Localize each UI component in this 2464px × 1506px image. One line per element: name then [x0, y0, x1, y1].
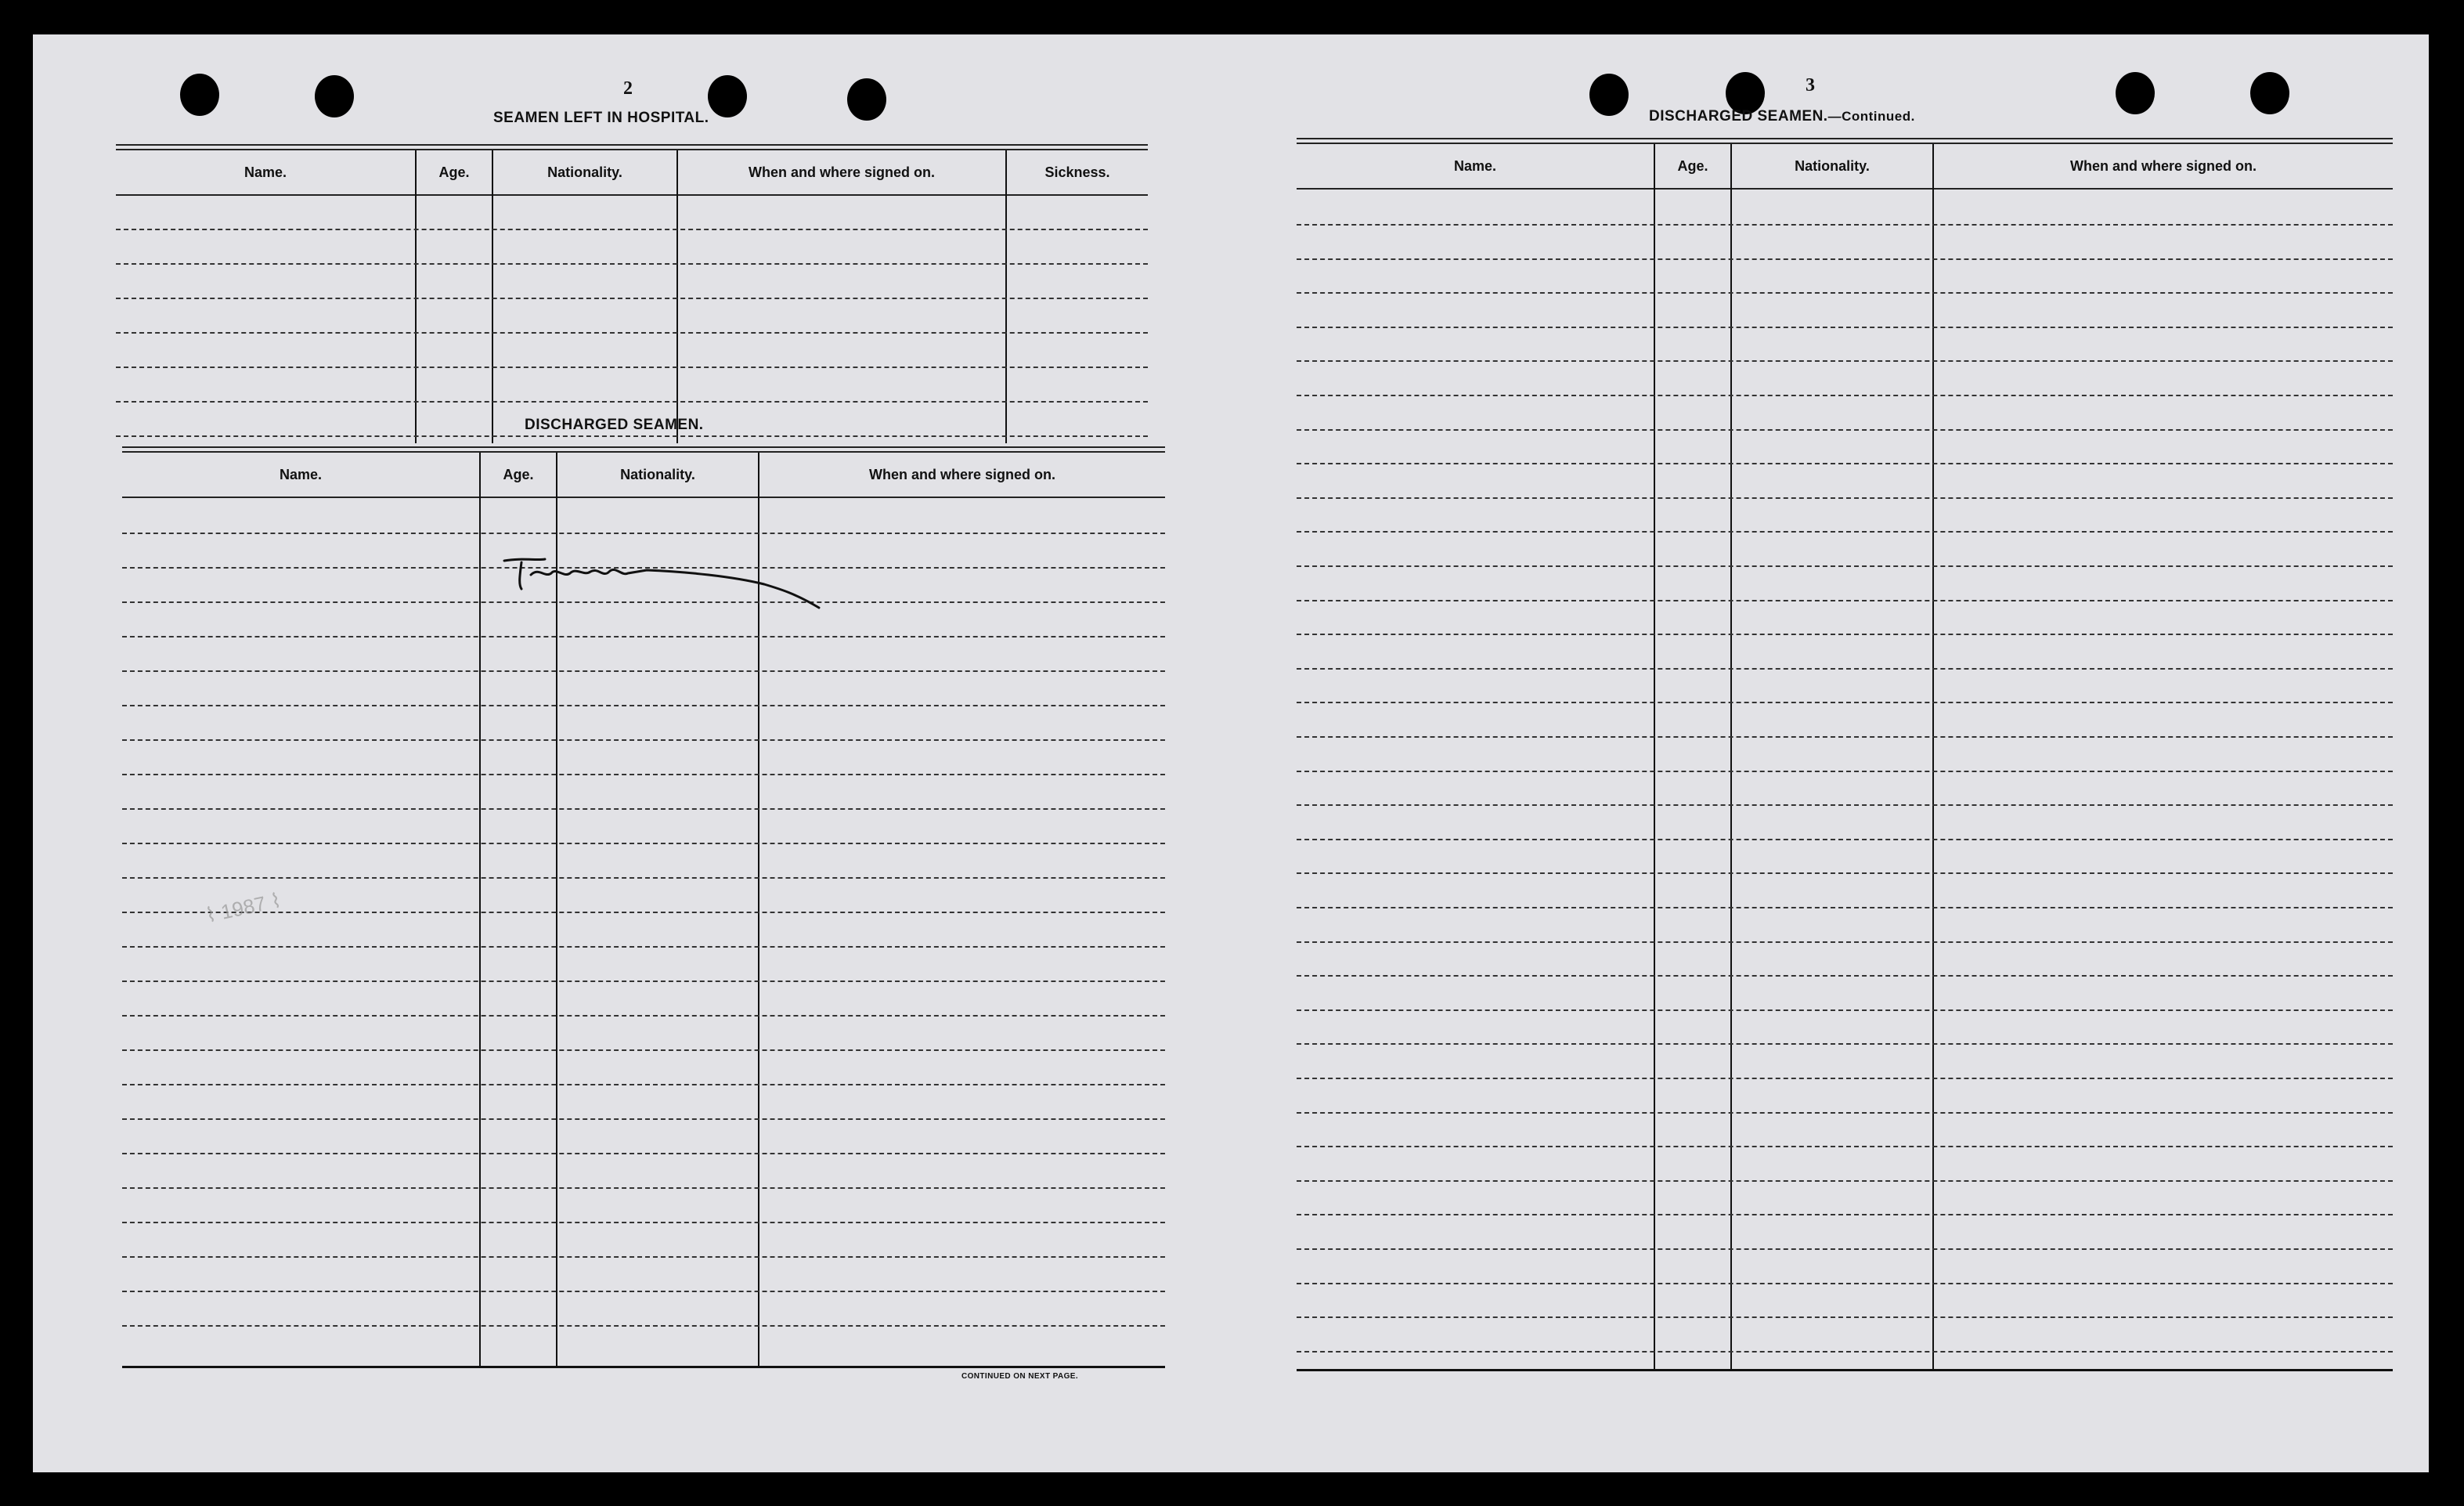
- ruled-line: [122, 808, 1165, 810]
- ruled-line: [1297, 668, 2393, 670]
- ruled-line: [116, 298, 1148, 299]
- ruled-line: [122, 1291, 1165, 1292]
- punch-hole-icon: [2116, 72, 2155, 114]
- ruled-line: [122, 1325, 1165, 1327]
- punch-hole-icon: [1589, 74, 1629, 116]
- ruled-line: [122, 636, 1165, 637]
- ruled-line: [1297, 1043, 2393, 1045]
- column-header-age: Age.: [438, 164, 470, 180]
- column-divider: [1005, 150, 1007, 443]
- ruled-line: [1297, 941, 2393, 943]
- discharged-table-right: [1297, 138, 2393, 1372]
- discharged-section-title: DISCHARGED SEAMEN.: [525, 417, 704, 433]
- ruled-line: [122, 705, 1165, 706]
- punch-hole-icon: [315, 75, 354, 117]
- column-header-name: Name.: [244, 164, 287, 180]
- ruled-line: [122, 774, 1165, 775]
- ruled-line: [122, 1049, 1165, 1051]
- ruled-line: [122, 1118, 1165, 1120]
- continued-note: CONTINUED ON NEXT PAGE.: [961, 1372, 1079, 1381]
- ruled-line: [1297, 224, 2393, 226]
- ruled-line: [1297, 1351, 2393, 1353]
- ruled-line: [122, 981, 1165, 982]
- column-header-signed-on: When and where signed on.: [748, 164, 936, 180]
- column-divider: [415, 150, 417, 443]
- ruled-line: [1297, 565, 2393, 567]
- table-top-rule: [116, 144, 1148, 146]
- table-top-rule: [122, 446, 1165, 448]
- column-header-nationality: Nationality.: [547, 164, 622, 180]
- table-bottom-rule: [1297, 1369, 2393, 1371]
- table-header-row: [116, 150, 1148, 196]
- ruled-line: [1297, 1214, 2393, 1215]
- ruled-line: [116, 229, 1148, 230]
- table-header-row: [122, 453, 1165, 498]
- ruled-line: [1297, 1009, 2393, 1011]
- ruled-line: [1297, 1248, 2393, 1250]
- column-header-signed-on: When and where signed on.: [868, 466, 1056, 482]
- hospital-section-title: SEAMEN LEFT IN HOSPITAL.: [493, 110, 709, 126]
- ruled-line: [116, 367, 1148, 368]
- ruled-line: [1297, 395, 2393, 396]
- column-header-nationality: Nationality.: [620, 466, 695, 482]
- handwritten-signature: [498, 544, 827, 614]
- ruled-line: [122, 1015, 1165, 1017]
- ruled-line: [1297, 771, 2393, 772]
- ruled-line: [1297, 531, 2393, 533]
- ruled-line: [1297, 463, 2393, 464]
- column-divider: [492, 150, 493, 443]
- punch-hole-icon: [2250, 72, 2289, 114]
- ruled-line: [122, 1153, 1165, 1154]
- ruled-line: [1297, 872, 2393, 874]
- ruled-line: [1297, 1112, 2393, 1114]
- ruled-line: [1297, 702, 2393, 703]
- right-section-title-suffix: —Continued.: [1827, 109, 1915, 124]
- ruled-line: [1297, 1078, 2393, 1079]
- column-header-name: Name.: [1453, 157, 1497, 174]
- ruled-line: [122, 1256, 1165, 1258]
- punch-hole-icon: [180, 74, 219, 116]
- ruled-line: [1297, 634, 2393, 635]
- page-number-right: 3: [1806, 75, 1815, 96]
- hospital-table: [116, 144, 1148, 443]
- right-section-title: [1649, 108, 1915, 125]
- ruled-line: [122, 1187, 1165, 1189]
- right-section-title-main: DISCHARGED SEAMEN.: [1649, 108, 1828, 125]
- ruled-line: [122, 877, 1165, 879]
- ruled-line: [1297, 804, 2393, 806]
- punch-hole-icon: [708, 75, 747, 117]
- ruled-line: [1297, 907, 2393, 908]
- column-divider: [479, 453, 481, 1366]
- ruled-line: [1297, 360, 2393, 362]
- ruled-line: [1297, 975, 2393, 977]
- document-sheet: [33, 34, 2429, 1472]
- ruled-line: [122, 946, 1165, 948]
- ruled-line: [116, 332, 1148, 334]
- ruled-line: [1297, 1180, 2393, 1182]
- ruled-line: [1297, 1316, 2393, 1318]
- table-header-row: [1297, 144, 2393, 190]
- ruled-line: [1297, 600, 2393, 601]
- ruled-line: [1297, 429, 2393, 431]
- ruled-line: [122, 533, 1165, 534]
- ruled-line: [1297, 292, 2393, 294]
- ruled-line: [1297, 1283, 2393, 1284]
- column-header-age: Age.: [1677, 157, 1708, 174]
- page-number-left: 2: [623, 78, 633, 99]
- ruled-line: [116, 435, 1148, 437]
- column-header-name: Name.: [279, 466, 323, 482]
- ruled-line: [122, 739, 1165, 741]
- table-top-rule: [1297, 138, 2393, 139]
- ruled-line: [1297, 258, 2393, 260]
- ruled-line: [1297, 327, 2393, 328]
- column-header-sickness: Sickness.: [1044, 164, 1110, 180]
- column-header-age: Age.: [503, 466, 534, 482]
- faint-stamp: ⌇ 1987 ⌇: [203, 888, 283, 927]
- ruled-line: [122, 1084, 1165, 1085]
- ruled-line: [1297, 736, 2393, 738]
- ruled-line: [122, 1222, 1165, 1223]
- column-divider: [676, 150, 678, 443]
- ruled-line: [122, 670, 1165, 672]
- ruled-line: [116, 401, 1148, 403]
- table-bottom-rule: [122, 1366, 1165, 1368]
- ruled-line: [1297, 1146, 2393, 1147]
- ruled-line: [1297, 839, 2393, 840]
- ruled-line: [1297, 497, 2393, 499]
- punch-hole-icon: [847, 78, 886, 121]
- column-header-signed-on: When and where signed on.: [2069, 157, 2257, 174]
- ruled-line: [122, 843, 1165, 844]
- column-header-nationality: Nationality.: [1795, 157, 1870, 174]
- ruled-line: [116, 263, 1148, 265]
